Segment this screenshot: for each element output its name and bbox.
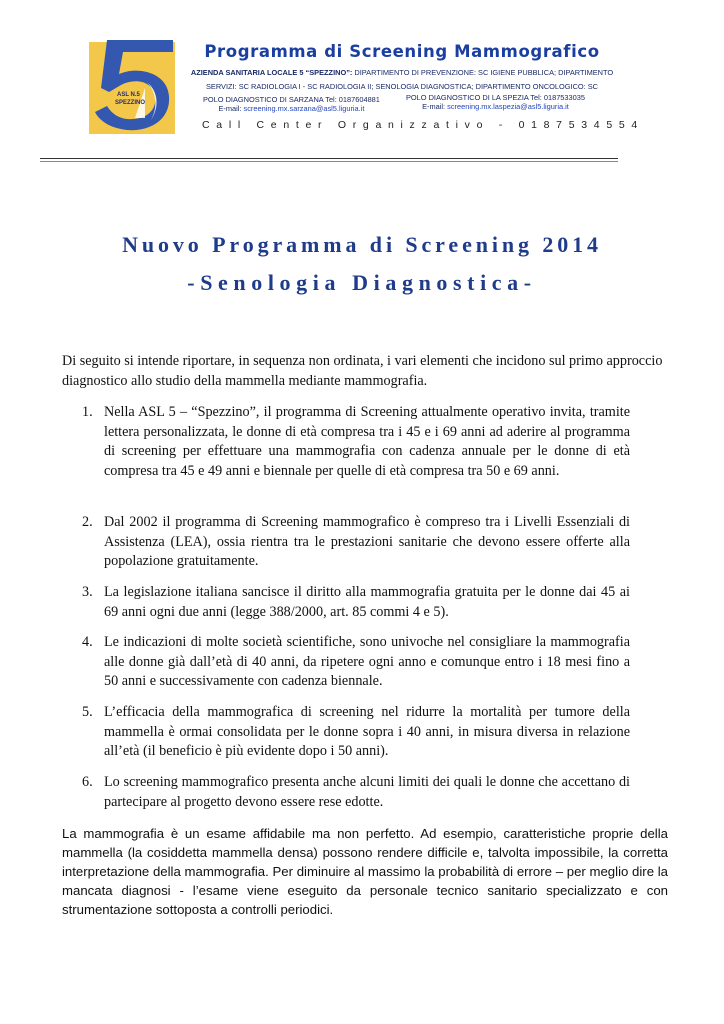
polo-sarzana-email-label: E-mail: (218, 104, 244, 113)
list-item (82, 583, 630, 622)
list-item-text: Nella ASL 5 – “Spezzino”, il programma di Screening attualmente operativo invita, tramite lettera personalizzata, le donne di età compresa tra i 45 e i 69 anni ad aderire al programma di screening per effettuare una mammografia con cadenza annuale per le donne di età compresa tra 45 e 49 anni e biennale per quelle di età compresa tra 50 e 69 anni. (104, 404, 630, 479)
list-item (82, 403, 630, 481)
list-item (82, 773, 630, 812)
logo-label-line1: ASL N.5 (117, 92, 140, 98)
list-item (82, 633, 630, 692)
polo-spezia-email-label: E-mail: (422, 102, 448, 111)
list-item-text: L’efficacia della mammografica di screening nel ridurre la mortalità per tumore della mammella è ormai consolidata per le donne sopra i 40 anni, in misura diversa in relazione all’età (il beneficio è più evidente dopo i 50 anni). (104, 704, 630, 759)
header-divider-secondary (40, 161, 618, 162)
azienda-label: AZIENDA SANITARIA LOCALE 5 “SPEZZINO”: (190, 68, 353, 77)
list-item-text: Lo screening mammografico presenta anche alcuni limiti dei quali le donne che accettano di partecipare al progetto devono essere rese edotte. (104, 774, 630, 810)
document-subtitle: -Senologia Diagnostica- (187, 270, 537, 295)
list-item-number: 6. (82, 774, 93, 790)
list-item (82, 513, 630, 572)
list-item-number: 2. (82, 514, 93, 530)
list-item-number: 1. (82, 404, 93, 420)
polo-spezia-label: POLO DIAGNOSTICO DI LA SPEZIA Tel: 0187533035 (406, 93, 585, 102)
closing-paragraph: La mammografia è un esame affidabile ma non perfetto. Ad esempio, caratteristiche proprie della mammella (la cosiddetta mammella densa) possono rendere difficile e, talvolta impossibile, la corretta interpretazione della mammografia. Per diminuire al massimo la probabilità di errore – per meglio dire la mancata diagnosi - l’esame viene eseguito da personale tecnico sanitario specializzato e con strumentazione sottoposta a controlli periodici. (62, 826, 668, 917)
list-item (82, 703, 630, 762)
polo-sarzana (203, 95, 380, 113)
polo-spezia (406, 93, 585, 111)
logo-label-line2: SPEZZINO (115, 100, 146, 106)
intro-paragraph: Di seguito si intende riportare, in sequenza non ordinata, i vari elementi che incidono sul primo approccio diagnostico allo studio della mammella mediante mammografia. (62, 353, 663, 389)
list-item-text: La legislazione italiana sancisce il diritto alla mammografia gratuita per le donne dai 45 ai 69 anni ogni due anni (legge 388/2000, art. 85 commi 4 e 5). (104, 584, 630, 620)
polo-spezia-email-link[interactable]: screening.mx.laspezia@asl5.liguria.it (447, 102, 569, 111)
list-item-number: 3. (82, 584, 93, 600)
header-divider (40, 158, 618, 159)
list-item-text: Dal 2002 il programma di Screening mammografico è compreso tra i Livelli Essenziali di Assistenza (LEA), ossia rientra tra le prestazioni sanitarie che devono essere offerte alla popolazione gratuitamente. (104, 514, 630, 569)
document-title: Nuovo Programma di Screening 2014 (122, 232, 602, 257)
header-department-line2: SERVIZI: SC RADIOLOGIA I - SC RADIOLOGIA II; SENOLOGIA DIAGNOSTICA; DIPARTIMENTO ONCOLOGICO: SC (205, 82, 599, 91)
call-center-line: Call Center Organizzativo - 0187534554 (202, 119, 644, 131)
list-item-number: 4. (82, 634, 93, 650)
polo-sarzana-label: POLO DIAGNOSTICO DI SARZANA Tel: 0187604881 (203, 95, 380, 104)
asl5-logo-icon (89, 36, 176, 134)
list-item-text: Le indicazioni di molte società scientifiche, sono univoche nel consigliare la mammografia alle donne già dall’età di 40 anni, da ripetere ogni anno e comunque entro i 18 mesi fino a 50 anni e successivamente con cadenza biennale. (104, 634, 630, 689)
program-title: Programma di Screening Mammografico (204, 42, 600, 61)
list-item-number: 5. (82, 704, 93, 720)
department-text: DIPARTIMENTO DI PREVENZIONE: SC IGIENE PUBBLICA; DIPARTIMENTO (352, 68, 614, 77)
polo-sarzana-email-link[interactable]: screening.mx.sarzana@asl5.liguria.it (243, 104, 365, 113)
header-department-line1 (180, 68, 624, 77)
